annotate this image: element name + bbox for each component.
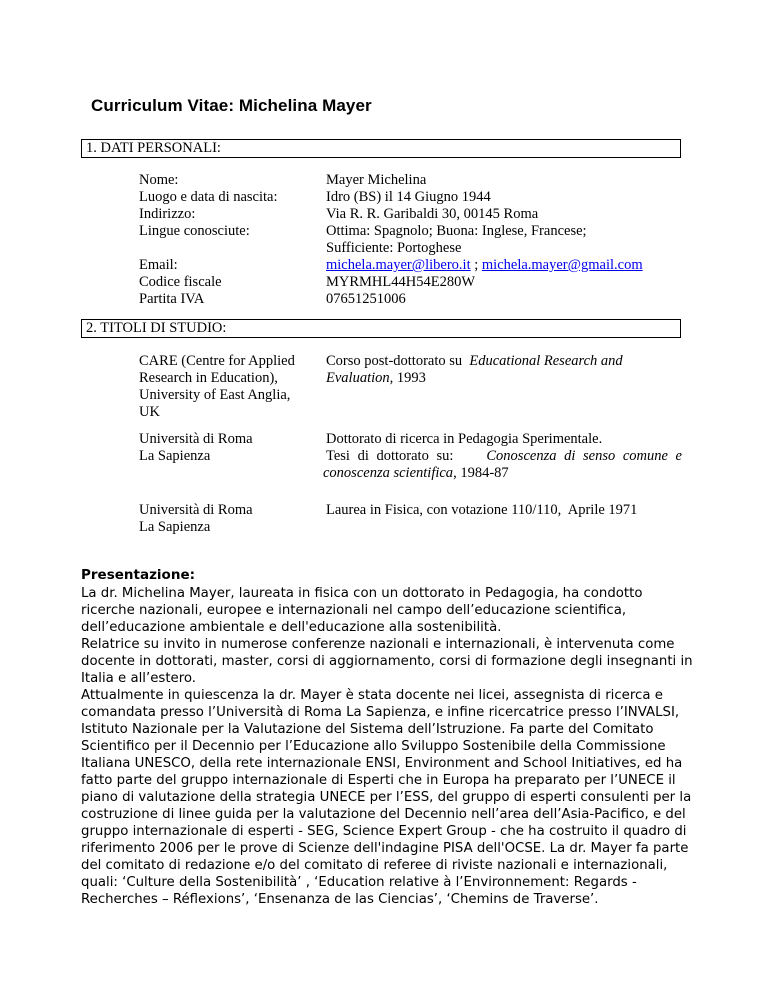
edu-phd-line3 (323, 465, 682, 482)
presentation-line: Recherches – Réflexions’, ‘Ensenanza de las Ciencias’, ‘Chemins de Traverse’. (81, 892, 599, 907)
edu-title-italic: Evaluation, (326, 370, 394, 386)
personal-values (326, 172, 686, 308)
edu-title-prefix: Corso post-dottorato su (326, 353, 470, 369)
edu-phd-thesis-label: Tesi di dottorato su: (326, 448, 454, 464)
edu-title-care (326, 353, 688, 387)
presentation-line: piano di valutazione della strategia UNECE per l’ESS, del gruppo di esperti consulenti per la (81, 790, 692, 805)
edu-inst-line: UK (139, 404, 160, 420)
email-link-gmail[interactable]: michela.mayer@gmail.com (481, 257, 643, 273)
value-email (326, 257, 686, 274)
presentation-line: Relatrice su invito in numerose conferenze nazionali e internazionali, è intervenuta come (81, 637, 675, 652)
presentation-line: Italia e all’estero. (81, 671, 197, 686)
edu-title-line (326, 353, 688, 370)
presentation-line: La dr. Michelina Mayer, laureata in fisica con un dottorato in Pedagogia, ha condotto (81, 586, 643, 601)
edu-laurea-line: Laurea in Fisica, con votazione 110/110, Aprile 1971 (326, 502, 638, 518)
edu-title-italic: Educational Research and (469, 353, 623, 369)
edu-inst-line: Università di Roma (139, 431, 253, 447)
label-spacer (139, 240, 314, 257)
edu-phd-thesis-title-2: conoscenza scientifica (323, 465, 454, 481)
presentation-line: Italiana UNESCO, della rete internazionale ENSI, Environment and School Initiatives, ed ha (81, 756, 683, 771)
section-header-education: 2. TITOLI DI STUDIO: (81, 319, 681, 338)
presentation-line: dell’educazione ambientale e dell'educazione alla sostenibilità. (81, 620, 502, 635)
edu-inst-line: La Sapienza (139, 519, 211, 535)
personal-labels (139, 172, 314, 308)
label-partita: Partita IVA (139, 291, 205, 307)
presentation-line: Istituto Nazionale per la Valutazione del Sistema dell’Istruzione. Fa parte del Comitato (81, 722, 654, 737)
label-email: Email: (139, 257, 178, 273)
edu-phd-thesis-title: Conoscenza di senso comune e (486, 448, 682, 464)
presentation-body (81, 585, 701, 908)
presentation-line: Scientifico per il Decennio per l’Educazione allo Sviluppo Sostenibile della Commissione (81, 739, 666, 754)
value-lingue-2: Sufficiente: Portoghese (326, 240, 462, 256)
section-header-personal: 1. DATI PERSONALI: (81, 139, 681, 158)
label-indirizzo: Indirizzo: (139, 206, 196, 222)
presentation-line: comandata presso l’Università di Roma La Sapienza, e infine ricercatrice presso l’INVALSI, (81, 705, 680, 720)
presentation-line: quali: ‘Culture della Sostenibilità’ , ‘Education relative à l’Environnement: Regards - (81, 875, 637, 890)
edu-institution-care (139, 353, 314, 421)
value-partita: 07651251006 (326, 291, 406, 307)
presentation-line: ricerche nazionali, europee e internazionali nel campo dell’educazione scientifica, (81, 603, 627, 618)
edu-inst-line: CARE (Centre for Applied (139, 353, 295, 369)
edu-title-line (326, 370, 688, 387)
presentation-line: gruppo internazionale di esperti - SEG, Science Expert Group - che ha costruito il quadro di (81, 824, 687, 839)
value-lingue-1: Ottima: Spagnolo; Buona: Inglese, Francese; (326, 223, 587, 239)
presentation-line: docente in dottorati, master, corsi di aggiornamento, corsi di formazione degli insegnanti in (81, 654, 693, 669)
edu-title-year: 1993 (393, 370, 426, 386)
presentation-line: del comitato di redazione e/o del comitato di referee di riviste nazionali e internazionali, (81, 858, 668, 873)
edu-title-phd (323, 431, 682, 482)
edu-inst-line: La Sapienza (139, 448, 211, 464)
edu-inst-line: University of East Anglia, (139, 387, 291, 403)
edu-phd-years: , 1984-87 (453, 465, 509, 481)
value-codice: MYRMHL44H54E280W (326, 274, 476, 290)
label-luogo: Luogo e data di nascita: (139, 189, 278, 205)
edu-title-laurea (326, 502, 688, 519)
edu-inst-line: Università di Roma (139, 502, 253, 518)
label-codice: Codice fiscale (139, 274, 222, 290)
presentation-heading: Presentazione: (81, 567, 195, 583)
edu-institution-sapienza-phd (139, 431, 314, 465)
presentation-line: Attualmente in quiescenza la dr. Mayer è stata docente nei licei, assegnista di ricerca e (81, 688, 663, 703)
edu-phd-line2 (326, 448, 682, 465)
email-separator: ; (470, 257, 482, 273)
email-link-libero[interactable]: michela.mayer@libero.it (326, 257, 471, 273)
presentation-line: costruzione di linee guida per la valutazione del Decennio nell’area dell’Asia-Pacifico, e del (81, 807, 686, 822)
label-nome: Nome: (139, 172, 179, 188)
value-nome: Mayer Michelina (326, 172, 427, 188)
label-lingue: Lingue conosciute: (139, 223, 250, 239)
value-luogo: Idro (BS) il 14 Giugno 1944 (326, 189, 491, 205)
document-title: Curriculum Vitae: Michelina Mayer (91, 96, 372, 115)
edu-institution-sapienza-laurea (139, 502, 314, 536)
edu-phd-line1: Dottorato di ricerca in Pedagogia Sperimentale. (326, 431, 603, 447)
presentation-line: riferimento 2006 per le prove di Scienze dell'indagine PISA dell'OCSE. La dr. Mayer fa parte (81, 841, 689, 856)
value-indirizzo: Via R. R. Garibaldi 30, 00145 Roma (326, 206, 539, 222)
presentation-line: fatto parte del gruppo internazionale di Esperti che in Europa ha preparato per l’UNECE il (81, 773, 676, 788)
edu-inst-line: Research in Education), (139, 370, 278, 386)
